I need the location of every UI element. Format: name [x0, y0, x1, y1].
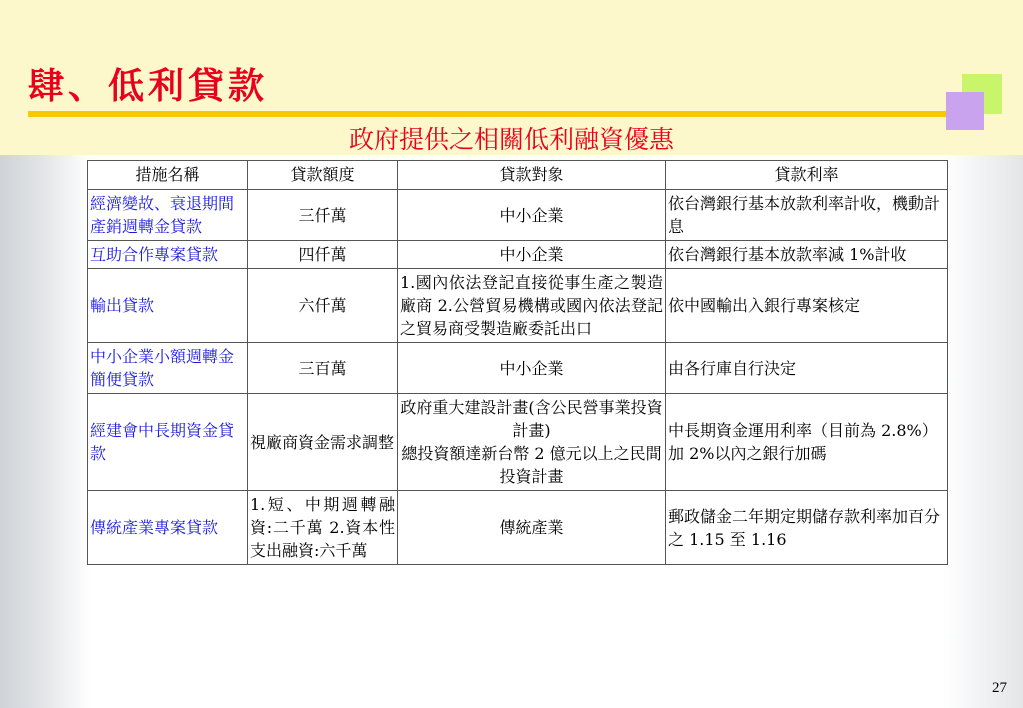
loan-target-line: 總投資額達新台幣 2 億元以上之民間投資計畫 [401, 444, 662, 486]
background-decoration-right [943, 155, 1023, 708]
loan-target: 1.國內依法登記直接從事生產之製造廠商 2.公營貿易機構或國內依法登記之貿易商受製造廠委託出口 [398, 269, 666, 343]
loan-target: 中小企業 [398, 343, 666, 394]
table-row [88, 491, 948, 565]
loan-target-line: 政府重大建設計畫(含公民營事業投資計畫) [400, 398, 663, 440]
loan-amount: 三仟萬 [248, 190, 398, 241]
loan-rate: 依台灣銀行基本放款率減 1%計收 [666, 241, 948, 269]
loan-rate: 依台灣銀行基本放款利率計收，機動計息 [666, 190, 948, 241]
loan-amount: 1.短、中期週轉融資:二千萬 2.資本性支出融資:六千萬 [248, 491, 398, 565]
loan-rate: 郵政儲金二年期定期儲存款利率加百分之 1.15 至 1.16 [666, 491, 948, 565]
measure-name: 經濟變故、衰退期間產銷週轉金貸款 [88, 190, 248, 241]
loan-rate: 中長期資金運用利率（目前為 2.8%）加 2%以內之銀行加碼 [666, 394, 948, 491]
slide-title: 肆、低利貸款 [28, 65, 269, 107]
measure-name: 經建會中長期資金貸款 [88, 394, 248, 491]
loan-rate: 依中國輸出入銀行專案核定 [666, 269, 948, 343]
loan-target [398, 394, 666, 491]
measure-name: 互助合作專案貸款 [88, 241, 248, 269]
loan-table [87, 160, 948, 565]
table-row [88, 241, 948, 269]
loan-amount: 四仟萬 [248, 241, 398, 269]
slide-subtitle: 政府提供之相關低利融資優惠 [348, 125, 674, 154]
loan-target: 傳統產業 [398, 491, 666, 565]
table-row [88, 394, 948, 491]
table-row [88, 190, 948, 241]
header-loan-amount: 貸款額度 [248, 161, 398, 190]
table-row [88, 343, 948, 394]
loan-target: 中小企業 [398, 241, 666, 269]
table-header-row [88, 161, 948, 190]
measure-name: 輸出貸款 [88, 269, 248, 343]
loan-rate: 由各行庫自行決定 [666, 343, 948, 394]
header-loan-target: 貸款對象 [398, 161, 666, 190]
background-decoration-left [0, 155, 90, 708]
header-measure-name: 措施名稱 [88, 161, 248, 190]
header-loan-rate: 貸款利率 [666, 161, 948, 190]
loan-amount: 視廠商資金需求調整 [248, 394, 398, 491]
title-underline [28, 111, 980, 117]
measure-name: 傳統產業專案貸款 [88, 491, 248, 565]
table-row [88, 269, 948, 343]
page-number: 27 [992, 680, 1007, 696]
loan-amount: 六仟萬 [248, 269, 398, 343]
loan-amount: 三百萬 [248, 343, 398, 394]
measure-name: 中小企業小額週轉金簡便貸款 [88, 343, 248, 394]
loan-target: 中小企業 [398, 190, 666, 241]
